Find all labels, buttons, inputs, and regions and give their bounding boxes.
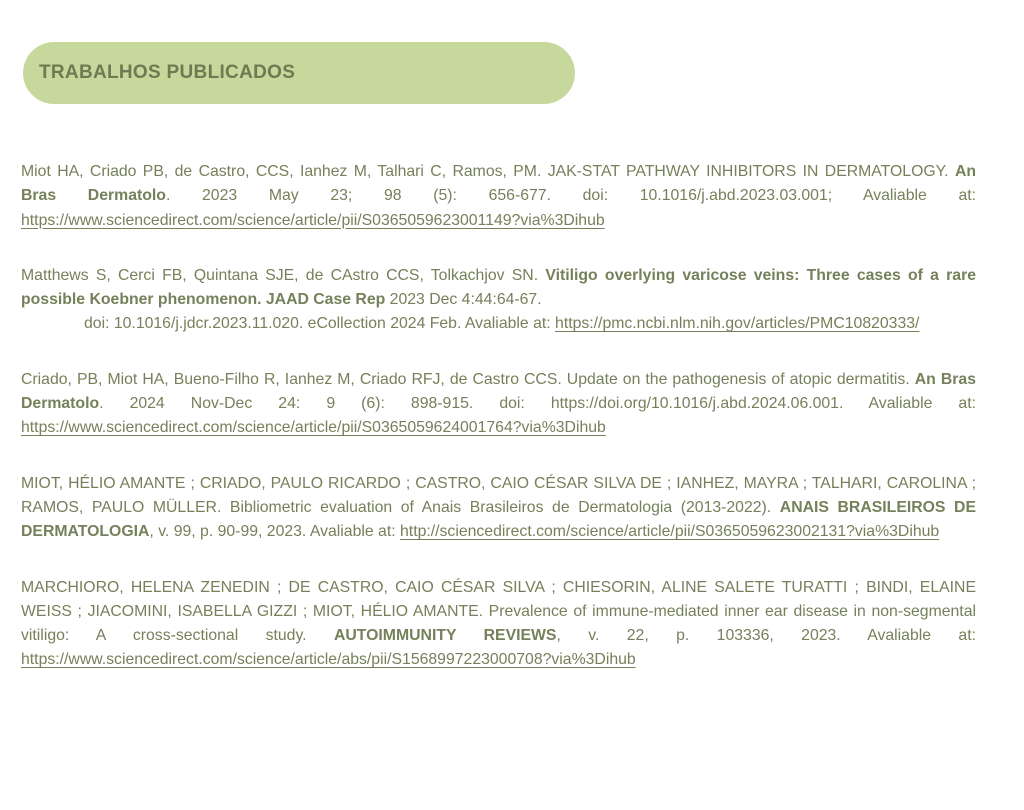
publication-link[interactable]: https://www.sciencedirect.com/science/article/pii/S0365059624001764?via%3Dihub xyxy=(21,419,606,437)
citation-emphasis: ANAIS BRASILEIROS DE DERMATOLOGIA xyxy=(21,498,976,541)
citation-text: doi: 10.1016/j.jdcr.2023.11.020. eCollection 2024 Feb. Avaliable at: xyxy=(84,315,556,333)
citation-emphasis: An Bras Dermatolo xyxy=(21,370,976,413)
citation-text: MARCHIORO, HELENA ZENEDIN ; DE CASTRO, CAIO CÉSAR SILVA ; CHIESORIN, ALINE SALETE TURATTI ; BINDI, ELAINE WEISS ; JIACOMINI, ISABELLA GIZZI ; MIOT, HÉLIO AMANTE. Prevalence of immune-mediated inner ear disease in non-segmental vitiligo: A cross-sectional study. xyxy=(21,578,976,645)
citation-text: Matthews S, Cerci FB, Quintana SJE, de CAstro CCS, Tolkachjov SN. xyxy=(21,266,546,284)
citation-text: MIOT, HÉLIO AMANTE ; CRIADO, PAULO RICARDO ; CASTRO, CAIO CÉSAR SILVA DE ; IANHEZ, MAYRA ; TALHARI, CAROLINA ; RAMOS, PAULO MÜLLER. Bibliometric evaluation of Anais Brasileiros de Dermatologia (2013-2022). xyxy=(21,474,976,516)
citation-text: Miot HA, Criado PB, de Castro, CCS, Ianhez M, Talhari C, Ramos, PM. JAK-STAT PATHWAY INHIBITORS IN DERMATOLOGY. xyxy=(21,163,955,180)
publication-link[interactable]: https://pmc.ncbi.nlm.nih.gov/articles/PMC10820333/ xyxy=(555,315,920,333)
citation-emphasis: An Bras Dermatolo xyxy=(21,163,976,205)
citation-text: Criado, PB, Miot HA, Bueno-Filho R, Ianhez M, Criado RFJ, de Castro CCS. Update on the pathogenesis of atopic dermatitis. xyxy=(21,370,915,388)
publication-link[interactable]: https://www.sciencedirect.com/science/article/pii/S0365059623001149?via%3Dihub xyxy=(21,211,605,229)
citation-text: . 2024 Nov-Dec 24: 9 (6): 898-915. doi: https://doi.org/10.1016/j.abd.2024.06.001. Avaliable at: xyxy=(99,395,976,413)
citation-emphasis: AUTOIMMUNITY REVIEWS xyxy=(333,627,557,645)
citation-text: , v. 22, p. 103336, 2023. Avaliable at: xyxy=(556,627,976,645)
publication-item xyxy=(21,472,976,545)
publication-item xyxy=(21,264,976,337)
section-title-pill xyxy=(23,42,575,104)
publication-item xyxy=(21,576,976,673)
page-title: TRABALHOS PUBLICADOS xyxy=(39,62,296,83)
citation-text: . 2023 May 23; 98 (5): 656-677. doi: 10.1016/j.abd.2023.03.001; Avaliable at: xyxy=(165,187,977,205)
publications-list xyxy=(21,160,976,673)
document-page xyxy=(0,42,1024,673)
citation-text: 2023 Dec 4:44:64-67. xyxy=(385,291,542,309)
citation-text: , v. 99, p. 90-99, 2023. Avaliable at: xyxy=(149,523,401,541)
publication-link[interactable]: http://sciencedirect.com/science/article/pii/S0365059623002131?via%3Dihub xyxy=(400,523,940,541)
publication-item xyxy=(21,160,976,233)
citation-emphasis: Vitiligo overlying varicose veins: Three cases of a rare possible Koebner phenomenon. JAAD Case Rep xyxy=(21,266,977,309)
publication-item xyxy=(21,368,976,441)
publication-link[interactable]: https://www.sciencedirect.com/science/article/abs/pii/S1568997223000708?via%3Dihub xyxy=(21,651,636,669)
